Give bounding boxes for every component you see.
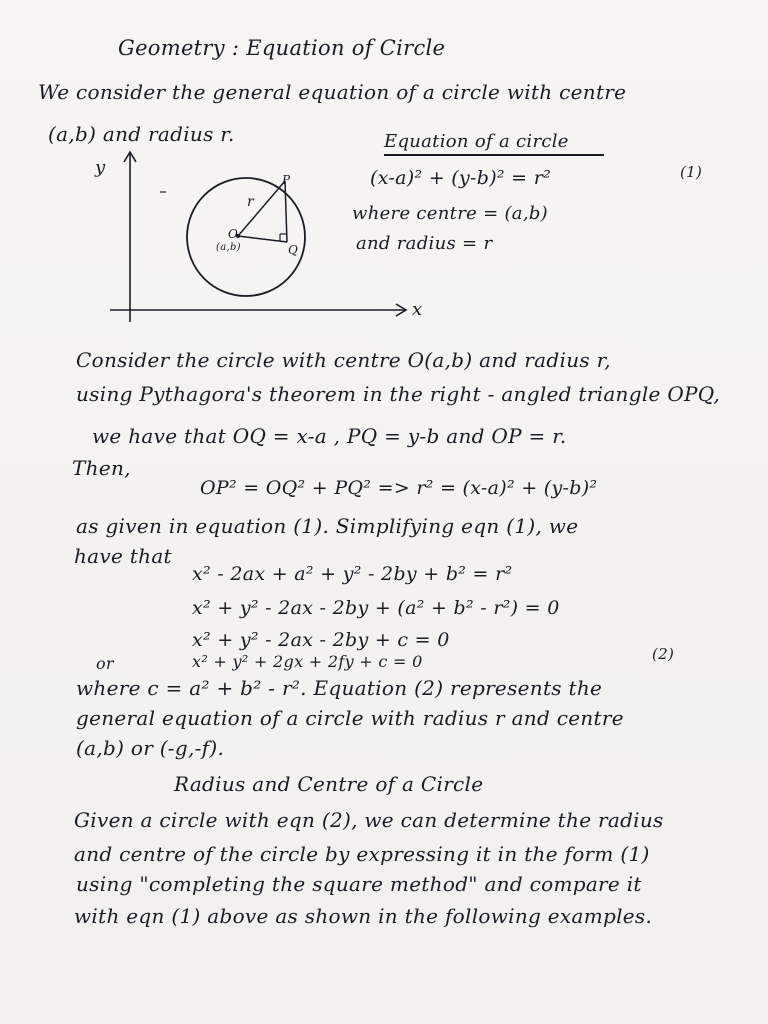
expanded-equation: x² - 2ax + a² + y² - 2by + b² = r² — [192, 563, 513, 585]
section-heading: Radius and Centre of a Circle — [174, 772, 484, 796]
equation-number-1: (1) — [680, 163, 703, 181]
body-line-3: we have that OQ = x-a , PQ = y-b and OP = r. — [92, 424, 567, 448]
body-line-6-prefix: have that — [74, 544, 172, 568]
point-p-label: P — [282, 173, 291, 187]
body-line-10: where c = a² + b² - r². Equation (2) represents the — [76, 676, 603, 700]
point-o-coords: (a,b) — [216, 242, 241, 253]
point-o-label: O — [228, 227, 239, 241]
section-line-1: Given a circle with eqn (2), we can determine the radius — [74, 808, 664, 832]
intro-line-1: We consider the general equation of a circle with centre — [38, 80, 627, 104]
body-line-5: as given in equation (1). Simplifying eqn (1), we — [76, 514, 579, 538]
section-line-4: with eqn (1) above as shown in the following examples. — [74, 904, 653, 928]
body-line-12: (a,b) or (-g,-f). — [76, 736, 225, 760]
radius-definition: and radius = r — [356, 233, 493, 254]
y-axis-label: y — [95, 157, 106, 178]
body-line-1: Consider the circle with centre O(a,b) and radius r, — [76, 348, 611, 372]
alt-prefix: or — [96, 654, 114, 673]
body-line-2: using Pythagora's theorem in the right - angled triangle OPQ, — [76, 382, 721, 406]
page-title: Geometry : Equation of Circle — [118, 36, 446, 60]
point-q-label: Q — [288, 243, 299, 257]
centre-definition: where centre = (a,b) — [352, 203, 548, 224]
section-line-3: using "completing the square method" and compare it — [76, 872, 642, 896]
radius-label: r — [247, 194, 254, 210]
rearranged-equation: x² + y² - 2ax - 2by + (a² + b² - r²) = 0 — [192, 597, 560, 619]
pythagoras-equation: OP² = OQ² + PQ² => r² = (x-a)² + (y-b)² — [200, 477, 598, 499]
x-axis-label: x — [412, 299, 423, 320]
equation-box-heading: Equation of a circle — [384, 131, 569, 152]
body-line-4-prefix: Then, — [72, 456, 131, 480]
alternate-general-equation: x² + y² + 2gx + 2fy + c = 0 — [192, 652, 423, 671]
body-line-11: general equation of a circle with radius r and centre — [76, 706, 624, 730]
heading-underline — [384, 154, 604, 156]
general-equation: x² + y² - 2ax - 2by + c = 0 — [192, 629, 450, 651]
equation-number-2: (2) — [652, 645, 675, 663]
circle-equation: (x-a)² + (y-b)² = r² — [370, 167, 552, 189]
intro-line-2: (a,b) and radius r. — [48, 122, 235, 146]
section-line-2: and centre of the circle by expressing it in the form (1) — [74, 842, 650, 866]
